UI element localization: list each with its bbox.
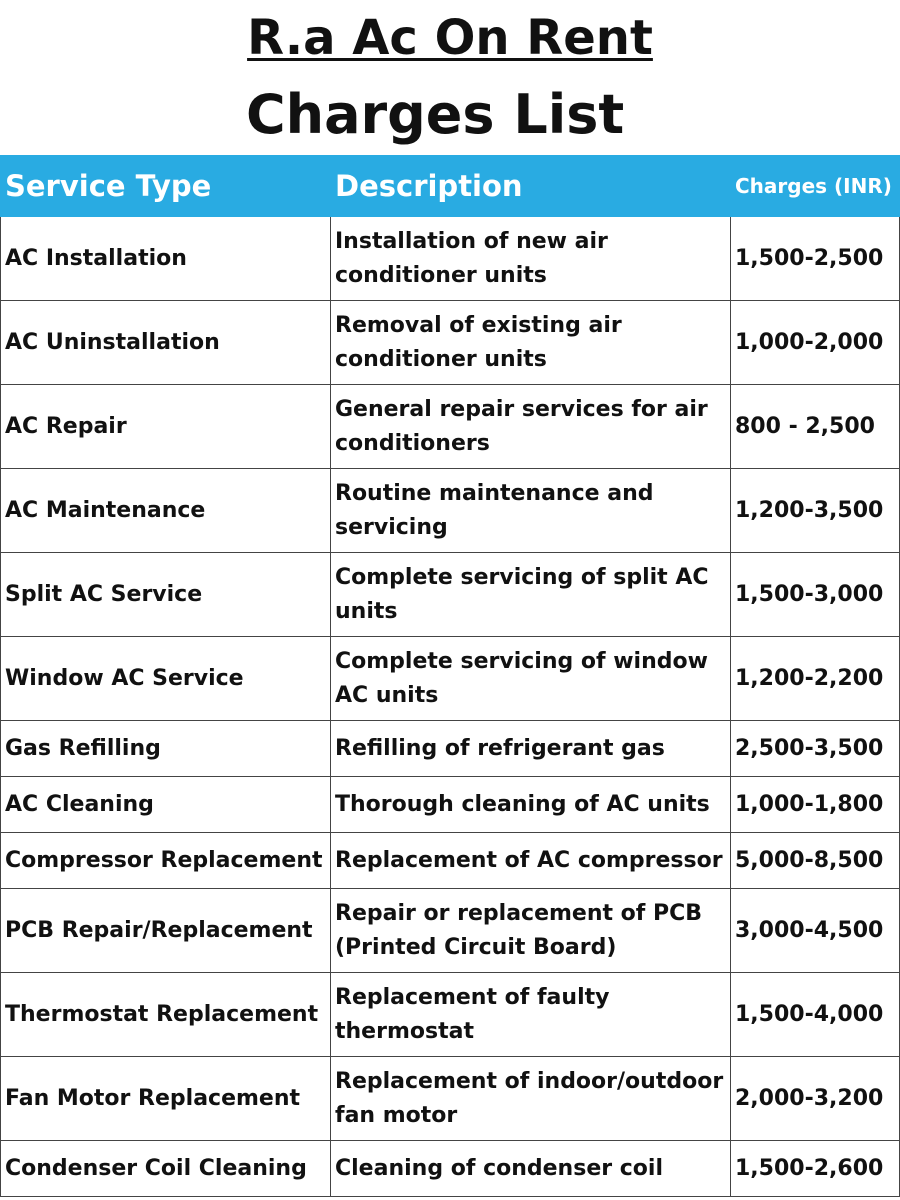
charges-cell: 2,000-3,200 (731, 1057, 900, 1141)
description-cell: Replacement of faulty thermostat (331, 973, 731, 1057)
charges-cell: 3,000-4,500 (731, 889, 900, 973)
charges-cell: 2,500-3,500 (731, 721, 900, 777)
description-cell: Complete servicing of split AC units (331, 553, 731, 637)
service-cell: AC Installation (1, 217, 331, 301)
charges-cell: 1,500-4,000 (731, 973, 900, 1057)
charges-cell: 1,500-2,600 (731, 1141, 900, 1197)
column-header-service: Service Type (1, 156, 331, 217)
table-row (1, 1141, 900, 1197)
charges-table (0, 155, 900, 1197)
description-cell: Routine maintenance and servicing (331, 469, 731, 553)
description-cell: General repair services for air conditioners (331, 385, 731, 469)
page-title (0, 8, 900, 68)
service-cell: Window AC Service (1, 637, 331, 721)
table-row (1, 553, 900, 637)
description-cell: Refilling of refrigerant gas (331, 721, 731, 777)
service-cell: Compressor Replacement (1, 833, 331, 889)
table-row (1, 301, 900, 385)
table-row (1, 889, 900, 973)
charges-cell: 1,500-2,500 (731, 217, 900, 301)
service-cell: Condenser Coil Cleaning (1, 1141, 331, 1197)
description-cell: Replacement of AC compressor (331, 833, 731, 889)
service-cell: AC Cleaning (1, 777, 331, 833)
table-row (1, 777, 900, 833)
service-cell: AC Maintenance (1, 469, 331, 553)
charges-cell: 1,200-3,500 (731, 469, 900, 553)
table-row (1, 1057, 900, 1141)
table-row (1, 637, 900, 721)
service-cell: AC Uninstallation (1, 301, 331, 385)
table-header-row (1, 156, 900, 217)
table-row (1, 833, 900, 889)
service-cell: PCB Repair/Replacement (1, 889, 331, 973)
service-cell: Split AC Service (1, 553, 331, 637)
page-title-text: R.a Ac On Rent (247, 10, 653, 66)
page-subtitle: Charges List (246, 83, 625, 146)
charges-cell: 800 - 2,500 (731, 385, 900, 469)
description-cell: Replacement of indoor/outdoor fan motor (331, 1057, 731, 1141)
charges-cell: 1,200-2,200 (731, 637, 900, 721)
service-cell: AC Repair (1, 385, 331, 469)
description-cell: Repair or replacement of PCB (Printed Circuit Board) (331, 889, 731, 973)
service-cell: Fan Motor Replacement (1, 1057, 331, 1141)
charges-cell: 5,000-8,500 (731, 833, 900, 889)
description-cell: Cleaning of condenser coil (331, 1141, 731, 1197)
description-cell: Complete servicing of window AC units (331, 637, 731, 721)
table-row (1, 217, 900, 301)
service-cell: Gas Refilling (1, 721, 331, 777)
service-cell: Thermostat Replacement (1, 973, 331, 1057)
description-cell: Removal of existing air conditioner units (331, 301, 731, 385)
table-row (1, 385, 900, 469)
description-cell: Installation of new air conditioner units (331, 217, 731, 301)
charges-cell: 1,000-2,000 (731, 301, 900, 385)
column-header-description: Description (331, 156, 731, 217)
table-row (1, 721, 900, 777)
column-header-charges: Charges (INR) (731, 156, 900, 217)
table-row (1, 469, 900, 553)
description-cell: Thorough cleaning of AC units (331, 777, 731, 833)
table-row (1, 973, 900, 1057)
charges-cell: 1,500-3,000 (731, 553, 900, 637)
charges-cell: 1,000-1,800 (731, 777, 900, 833)
